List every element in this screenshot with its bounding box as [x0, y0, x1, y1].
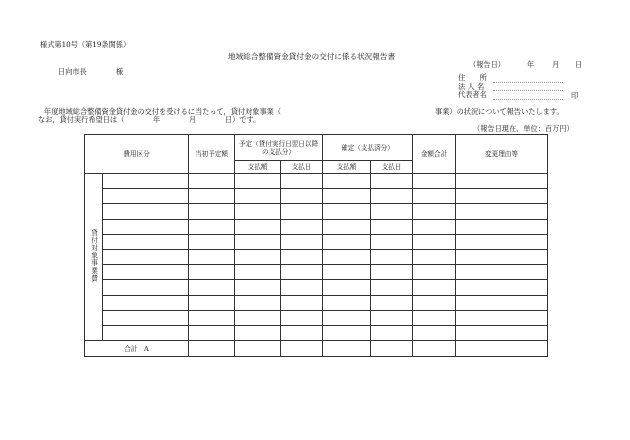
addressee-honorific: 様: [116, 67, 124, 76]
table-row: [85, 234, 548, 249]
table-row: [85, 189, 548, 204]
header-category: 費用区分: [85, 135, 189, 174]
table-row: [85, 280, 548, 295]
body-line-1-prefix: 年度地域総合整備資金貸付金の交付を受けるに当たって，貸付対象事業（: [44, 107, 282, 116]
header-initial-amount: 当初予定額: [189, 135, 235, 174]
form-number: 様式第10号（第19条関係）: [40, 40, 131, 49]
header-change-reason: 変更理由等: [456, 135, 548, 174]
header-confirmed-payment-date: 支払日: [371, 161, 413, 174]
table-row: [85, 219, 548, 234]
header-confirmed-payment-amount: 支払額: [323, 161, 371, 174]
unit-note: （報告日現在、単位：百万円）: [473, 124, 574, 133]
header-confirmed: 確定（支払済分）: [323, 135, 413, 161]
total-row: [85, 341, 548, 357]
table-row: [85, 249, 548, 264]
body-line-2: なお，貸付実行希望日は（ 年 月 日）です。: [38, 115, 261, 124]
table-row: [85, 295, 548, 310]
header-planned-payment-amount: 支払額: [235, 161, 281, 174]
corporation-name-label: 法 人 名: [458, 81, 485, 91]
seal-mark: 印: [571, 91, 579, 100]
side-label-cell: [85, 174, 103, 341]
applicant-block: [458, 74, 487, 100]
side-label: 貸付対象事業費: [89, 229, 98, 283]
report-date-day: 日: [575, 60, 583, 69]
report-date-label: （報告日）: [469, 60, 505, 69]
total-label: 合計 A: [85, 341, 189, 357]
expense-table: [84, 134, 548, 357]
table-row: [85, 204, 548, 219]
corporation-name-field[interactable]: [493, 82, 563, 91]
addressee-name: 日向市長: [58, 67, 87, 76]
page-title: 地域総合整備資金貸付金の交付に係る状況報告書: [228, 52, 396, 61]
report-date-year: 年: [527, 60, 535, 69]
body-line-1-suffix: 事業）の状況について報告いたします。: [435, 107, 564, 116]
report-date-month: 月: [552, 60, 560, 69]
header-total-amount: 金額合計: [413, 135, 456, 174]
header-planned: 予定（貸付実行日翌日以降の支払分）: [235, 135, 323, 161]
table-row: [85, 174, 548, 189]
table-row: [85, 310, 548, 325]
header-planned-payment-date: 支払日: [281, 161, 323, 174]
representative-name-field[interactable]: [493, 91, 563, 100]
address-label: 住 所: [458, 73, 487, 82]
table-row: [85, 265, 548, 280]
representative-name-label: 代表者名: [458, 90, 487, 99]
table-row: [85, 325, 548, 340]
